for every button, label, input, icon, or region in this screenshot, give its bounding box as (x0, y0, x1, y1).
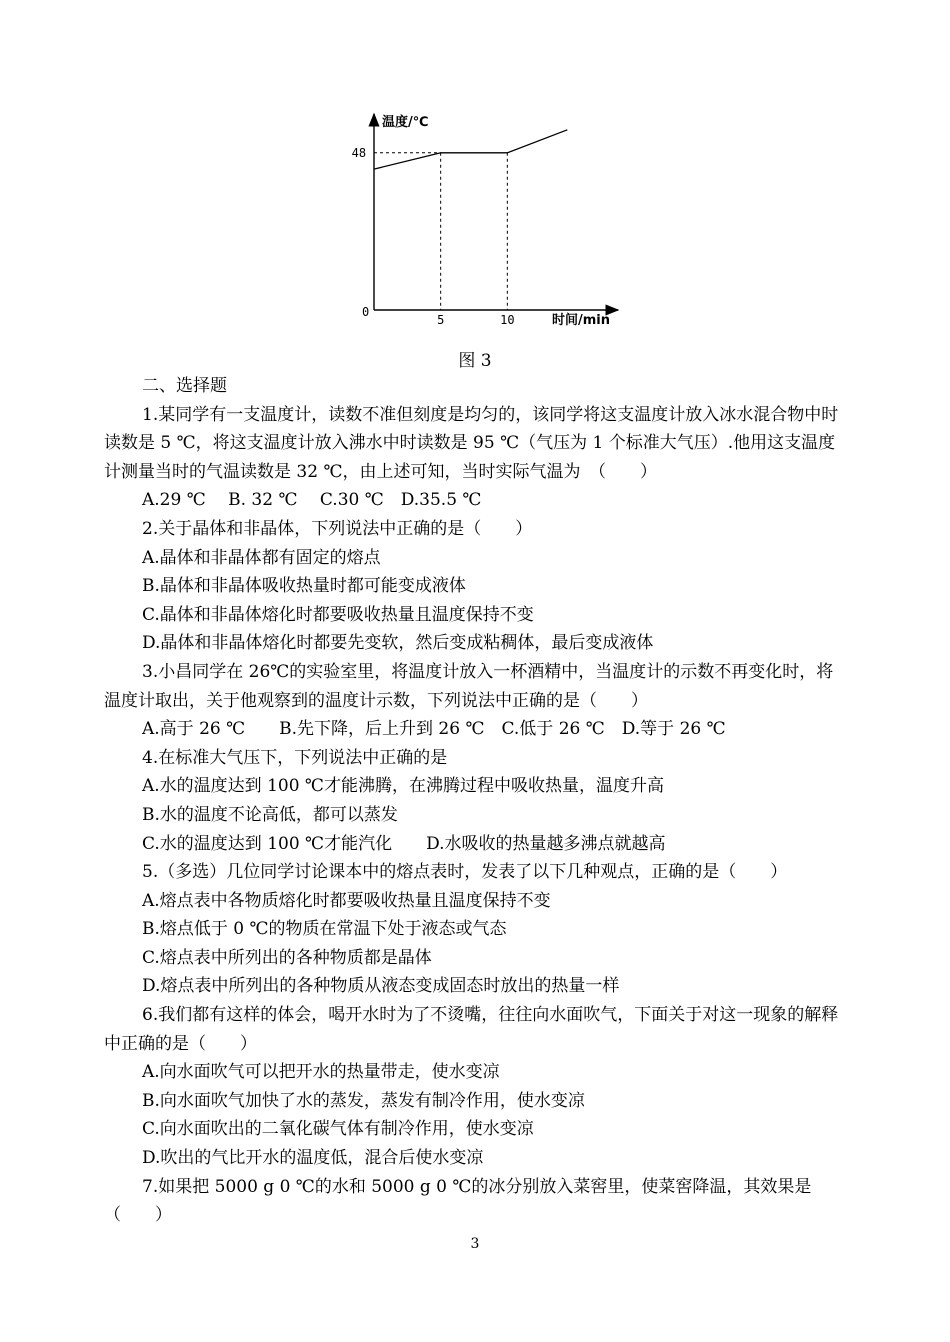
y-tick-label: 48 (351, 145, 367, 160)
question-5-option-a: A.熔点表中各物质熔化时都要吸收热量且温度保持不变 (142, 890, 551, 911)
origin-label: 0 (362, 305, 370, 319)
question-2-option-c: C.晶体和非晶体熔化时都要吸收热量且温度保持不变 (142, 604, 534, 625)
question-2-option-d: D.晶体和非晶体熔化时都要先变软，然后变成粘稠体，最后变成液体 (142, 633, 654, 654)
section-title: 二、选择题 (142, 376, 227, 396)
series-line (374, 130, 567, 169)
question-1-stem: 1.某同学有一支温度计，读数不准但刻度是均匀的，该同学将这支温度计放入冰水混合物中时读数是 5 ℃，将这支温度计放入沸水中时读数是 95 ℃（气压为 1 个标准大气压）.他用这支温度计测量当时的气温读数是 32 ℃，由上述可知，当时实际气温为 （ ） (104, 404, 839, 482)
question-4-option-cd: C.水的温度达到 100 ℃才能汽化 D.水吸收的热量越多沸点就越高 (142, 833, 666, 854)
question-section (104, 372, 848, 1230)
question-6-option-d: D.吹出的气比开水的温度低，混合后使水变凉 (142, 1148, 484, 1169)
question-3-stem: 3.小昌同学在 26℃的实验室里，将温度计放入一杯酒精中，当温度计的示数不再变化时，将温度计取出，关于他观察到的温度计示数，下列说法中正确的是（ ） (104, 661, 834, 711)
temperature-time-graph (340, 100, 640, 340)
question-1-options: A.29 ℃ B. 32 ℃ C.30 ℃ D.35.5 ℃ (142, 490, 482, 511)
question-5-option-d: D.熔点表中所列出的各种物质从液态变成固态时放出的热量一样 (142, 976, 620, 997)
x-tick-label: 5 (437, 313, 445, 327)
figure-caption: 图 3 (458, 351, 492, 371)
page-number: 3 (470, 1236, 480, 1252)
question-5-option-b: B.熔点低于 0 ℃的物质在常温下处于液态或气态 (142, 919, 507, 940)
y-axis-label: 温度/℃ (382, 115, 429, 130)
question-4-option-a: A.水的温度达到 100 ℃才能沸腾，在沸腾过程中吸收热量，温度升高 (142, 776, 664, 797)
x-tick-label: 10 (500, 313, 515, 327)
question-6-stem: 6.我们都有这样的体会，喝开水时为了不烫嘴，往往向水面吹气，下面关于对这一现象的解释中正确的是（ ） (104, 1005, 839, 1054)
question-7-stem: 7.如果把 5000 g 0 ℃的水和 5000 g 0 ℃的冰分别放入菜窖里，使菜窖降温，其效果是（ ） (104, 1176, 812, 1226)
question-6-option-a: A.向水面吹气可以把开水的热量带走，使水变凉 (142, 1062, 500, 1083)
question-4-stem: 4.在标准大气压下，下列说法中正确的是 (142, 747, 448, 768)
question-5-option-c: C.熔点表中所列出的各种物质都是晶体 (142, 947, 432, 968)
question-2-option-b: B.晶体和非晶体吸收热量时都可能变成液体 (142, 576, 466, 597)
question-6-option-b: B.向水面吹气加快了水的蒸发，蒸发有制冷作用，使水变凉 (142, 1090, 585, 1111)
question-6-option-c: C.向水面吹出的二氧化碳气体有制冷作用，使水变凉 (142, 1119, 534, 1140)
question-5-stem: 5.（多选）几位同学讨论课本中的熔点表时，发表了以下几种观点，正确的是（ ） (142, 862, 788, 883)
x-axis-label: 时间/min (552, 313, 611, 328)
question-4-option-b: B.水的温度不论高低，都可以蒸发 (142, 804, 398, 825)
question-3-options: A.高于 26 ℃ B.先下降，后上升到 26 ℃ C.低于 26 ℃ D.等于 26 ℃ (142, 719, 726, 740)
chart-svg (340, 100, 640, 340)
question-2-stem: 2.关于晶体和非晶体，下列说法中正确的是（ ） (142, 518, 533, 539)
question-2-option-a: A.晶体和非晶体都有固定的熔点 (142, 547, 381, 568)
